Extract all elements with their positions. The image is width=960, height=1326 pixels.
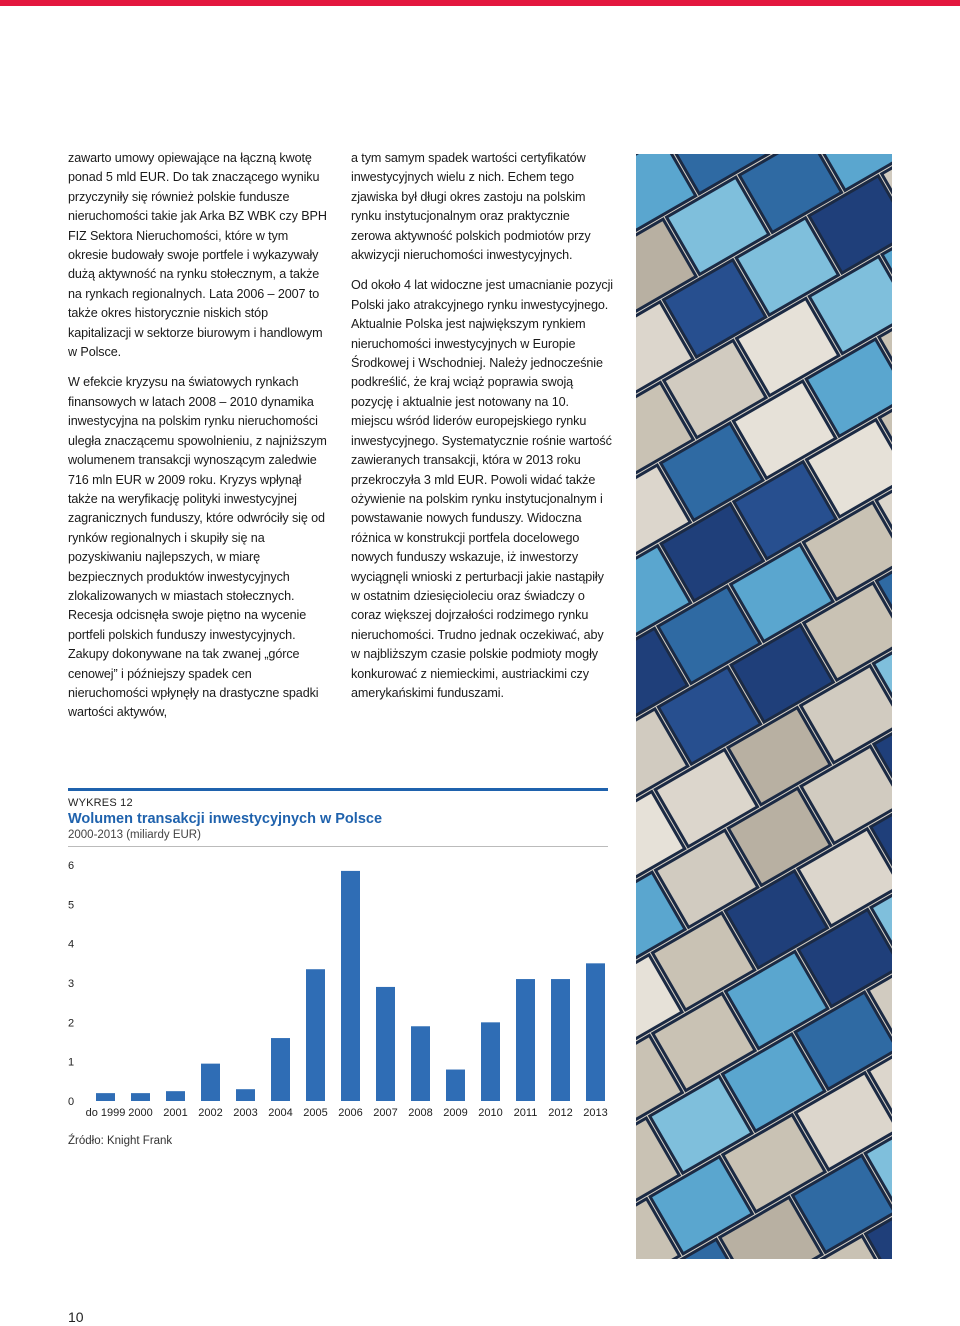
x-tick-label: 2001: [163, 1107, 188, 1119]
paragraph: W efekcie kryzysu na światowych rynkach finansowych w latach 2008 – 2010 dynamika inwestycyjna na polskim rynku nieruchomości uległa znaczącemu spowolnieniu, z najniższym wolumenem transakcji wynoszącym zaledwie 716 mln EUR w 2009 roku. Kryzys wpłynął także na weryfikację polityki inwestycyjnej zagranicznych funduszy, które odwróciły się od rynków regionalnych i skupiły się na pozyskiwaniu najlepszych, w miarę bezpiecznych produktów inwestycyjnych zlokalizowanych w miastach stołecznych. Recesja odcisnęła swoje piętno na wycenie portfeli polskich funduszy inwestycyjnych. Zakupy dokonywane na tak zwanej „górce cenowej” i późniejszy spadek cen nieruchomości wpłynęły na drastyczne spadki wartości aktywów,: [68, 375, 327, 720]
bar-2012: [551, 979, 570, 1101]
bar-chart: [60, 855, 620, 1130]
bar-2004: [271, 1038, 290, 1101]
chart-label: WYKRES 12: [68, 797, 133, 809]
y-tick-label: 6: [68, 860, 75, 872]
bar-do-1999: [96, 1093, 115, 1101]
x-tick-label: 2008: [408, 1107, 433, 1119]
paragraph: a tym samym spadek wartości certyfikatów inwestycyjnych wielu z nich. Echem tego zjawiska był długi okres zastoju na polskim rynku instytucjonalnym oraz praktycznie zerowa aktywność polskich podmiotów przy akwizycji nieruchomości inwestycyjnych.: [351, 151, 591, 263]
x-tick-label: 2006: [338, 1107, 363, 1119]
x-tick-label: 2005: [303, 1107, 328, 1119]
x-tick-label: do 1999: [85, 1107, 126, 1119]
building-facade-photo: [636, 154, 892, 1259]
bar-2006: [341, 871, 360, 1101]
y-tick-label: 4: [68, 938, 75, 951]
bar-2011: [516, 979, 535, 1101]
top-accent-bar: [0, 0, 960, 6]
x-tick-label: 2007: [373, 1107, 398, 1119]
bar-2005: [306, 969, 325, 1101]
chart-title: Wolumen transakcji inwestycyjnych w Polsce: [68, 811, 383, 827]
page-number: 10: [68, 1309, 84, 1325]
bar-2000: [131, 1093, 150, 1101]
bar-2009: [446, 1070, 465, 1101]
bar-2008: [411, 1026, 430, 1101]
bar-2003: [236, 1089, 255, 1101]
x-tick-label: 2010: [478, 1107, 503, 1119]
x-tick-label: 2002: [198, 1107, 223, 1119]
bar-2001: [166, 1091, 185, 1101]
y-tick-label: 1: [68, 1056, 75, 1069]
paragraph: zawarto umowy opiewające na łączną kwotę ponad 5 mld EUR. Do tak znaczącego wyniku przyczyniły się również polskie fundusze nieruchomości takie jak Arka BZ WBK czy BPH FIZ Sektora Nieruchomości, które w tym okresie budowały swoje portfele i wykazywały dużą aktywność na rynku stołecznym, a także na rynkach regionalnych. Lata 2006 – 2007 to także okres historycznie niskich stóp kapitalizacji w sektorze biurowym i handlowym w Polsce.: [68, 151, 327, 360]
x-tick-label: 2000: [128, 1107, 153, 1119]
paragraph: Od około 4 lat widoczne jest umacnianie pozycji Polski jako atrakcyjnego rynku inwestycyjnego. Aktualnie Polska jest największym rynkiem nieruchomości inwestycyjnych w Europie Środkowej i Wschodniej. Należy jednocześnie podkreślić, że kraj wciąż poprawia swoją pozycję i aktualnie jest notowany na 10. miejscu wśród liderów europejskiego rynku inwestycyjnego. Systematycznie rośnie wartość zawieranych transakcji, która w 2013 roku przekroczyła 3 mld EUR. Powoli widać także ożywienie na polskim rynku instytucjonalnym i powstawanie nowych funduszy. Widoczna różnica w konstrukcji portfela docelowego nowych funduszy wskazuje, iż inwestorzy wyciągnęli wnioski z perturbacji jakie nastąpiły w ostatnim dziesięcioleciu oraz świadczy o coraz większej dojrzałości rodzimego rynku nieruchomości. Trudno jednak oczekiwać, aby w najbliższym czasie polskie podmioty mogły konkurować z niemieckimi, austriackimi czy amerykańskimi funduszami.: [351, 278, 614, 700]
bar-2007: [376, 987, 395, 1101]
chart-subtitle: 2000-2013 (miliardy EUR): [68, 829, 201, 841]
chart-top-rule: [68, 788, 608, 791]
x-tick-label: 2013: [583, 1107, 608, 1119]
chart-header-divider: [68, 846, 608, 847]
bar-2002: [201, 1064, 220, 1101]
y-tick-label: 5: [68, 899, 75, 912]
text-column-left: [68, 149, 330, 734]
bar-2013: [586, 963, 605, 1101]
bar-2010: [481, 1022, 500, 1101]
x-tick-label: 2009: [443, 1107, 468, 1119]
x-tick-label: 2003: [233, 1107, 258, 1119]
y-tick-label: 0: [68, 1096, 75, 1108]
x-tick-label: 2004: [268, 1107, 293, 1119]
y-tick-label: 2: [68, 1017, 75, 1030]
text-column-middle: [351, 149, 613, 714]
x-tick-label: 2011: [513, 1107, 538, 1119]
chart-source: Źródło: Knight Frank: [68, 1135, 173, 1147]
x-tick-label: 2012: [548, 1107, 573, 1119]
y-tick-label: 3: [68, 978, 75, 990]
